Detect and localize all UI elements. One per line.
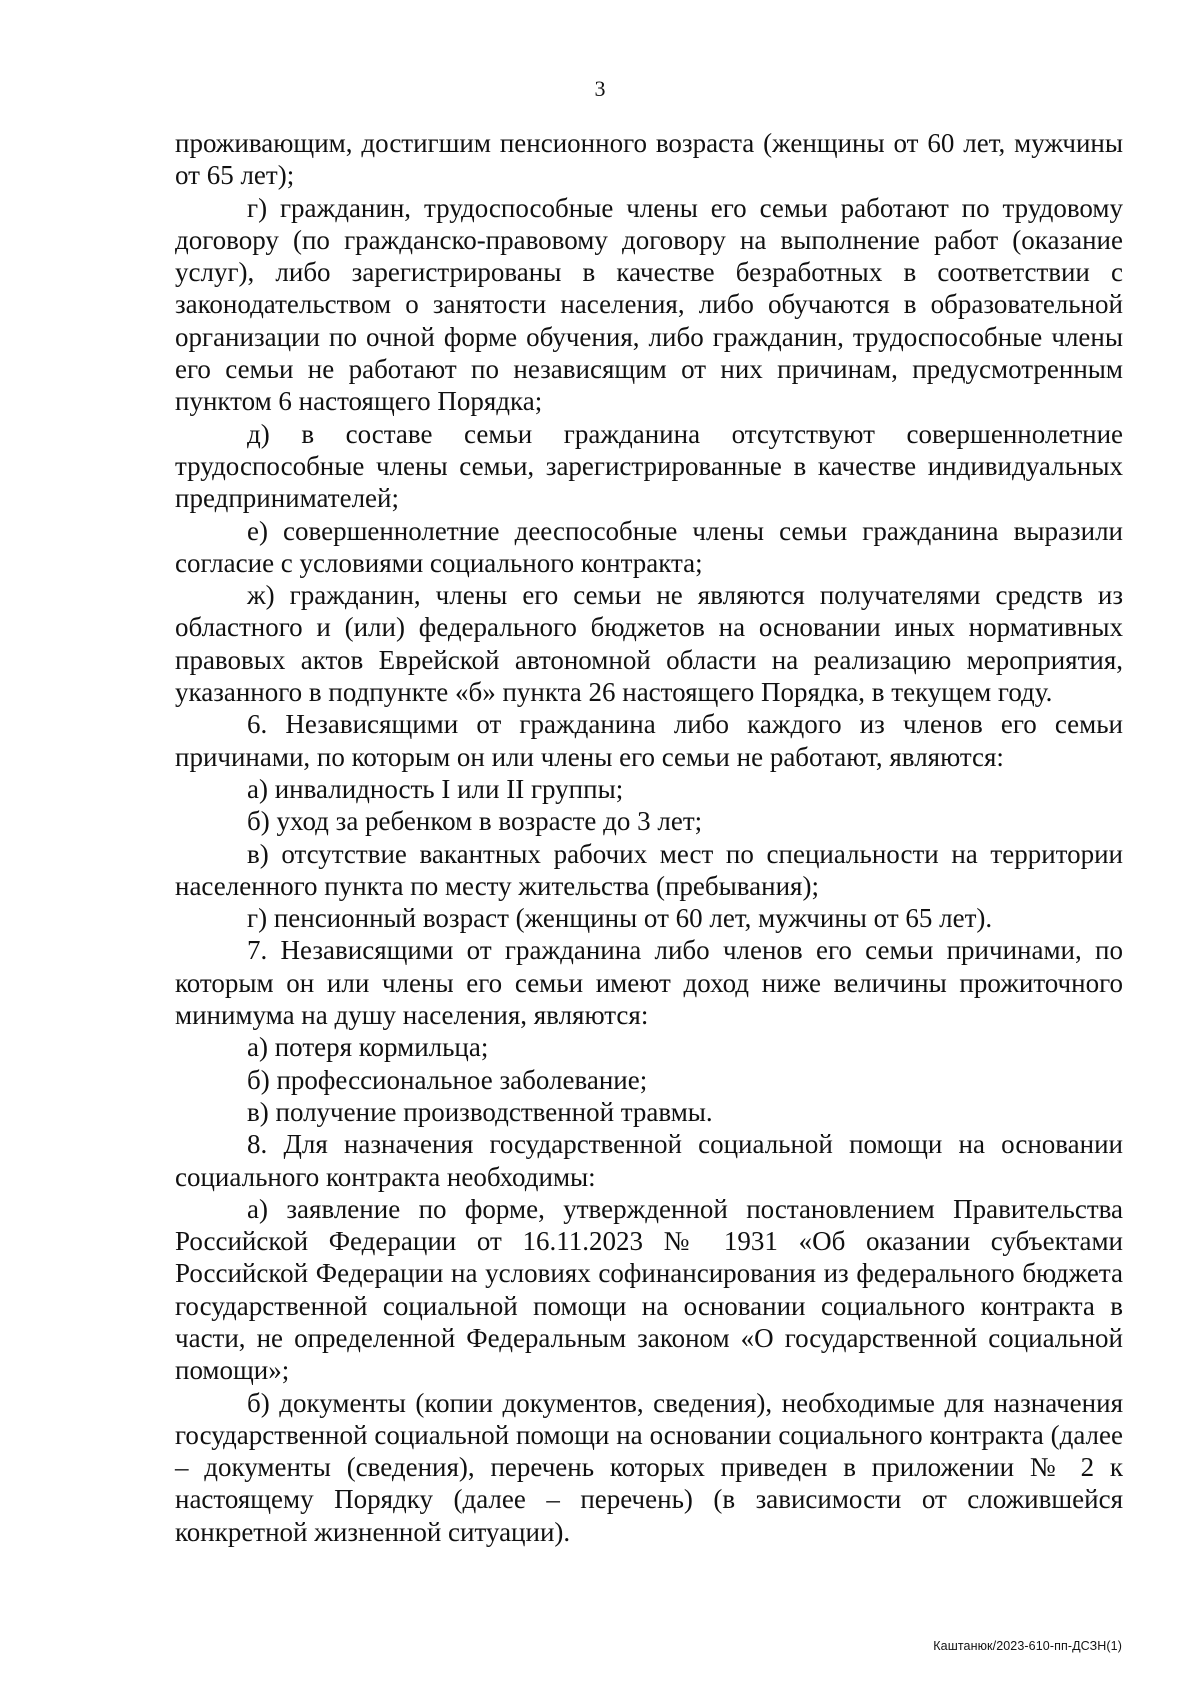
paragraph-clause-7-v: в) получение производственной травмы. — [247, 1096, 713, 1127]
footer-document-reference: Каштанюк/2023-610-пп-ДСЗН(1) — [933, 1639, 1122, 1653]
paragraph-clause-6-b: б) уход за ребенком в возрасте до 3 лет; — [247, 806, 703, 837]
paragraph-clause-8-a: а) заявление по форме, утвержденной постановлением Правительства Российской Федерации от 16.11.2023 № 1931 «Об оказании субъектами Российской Федерации на условиях софинансирования из федерального бюджета государственной социальной помощи на основании социального контракта в части, не определенной Федеральным законом «О государственной социальной помощи»; — [175, 1193, 1123, 1386]
document-body — [175, 127, 1123, 1548]
paragraph-clause-6: 6. Независящими от гражданина либо каждого из членов его семьи причинами, по которым он или члены его семьи не работают, являются: — [175, 709, 1123, 772]
paragraph-clause-6-a: а) инвалидность I или II группы; — [247, 773, 624, 804]
paragraph-clause-7-a: а) потеря кормильца; — [247, 1032, 489, 1063]
paragraph-item-g: г) гражданин, трудоспособные члены его семьи работают по трудовому договору (по гражданско-правовому договору на выполнение работ (оказание услуг), либо зарегистрированы в качестве безработных в соответствии с законодательством о занятости населения, либо обучаются в образовательной организации по очной форме обучения, либо гражданин, трудоспособные члены его семьи не работают по независящим от них причинам, предусмотренным пунктом 6 настоящего Порядка; — [175, 192, 1123, 417]
paragraph-clause-6-g: г) пенсионный возраст (женщины от 60 лет, мужчины от 65 лет). — [247, 903, 993, 934]
paragraph-clause-7-b: б) профессиональное заболевание; — [247, 1064, 648, 1095]
page-number: 3 — [594, 76, 606, 101]
paragraph-clause-8-b: б) документы (копии документов, сведения), необходимые для назначения государственной социальной помощи на основании социального контракта (далее – документы (сведения), перечень которых приведен в приложении № 2 к настоящему Порядку (далее – перечень) (в зависимости от сложившейся конкретной жизненной ситуации). — [175, 1387, 1123, 1547]
paragraph-item-d: д) в составе семьи гражданина отсутствуют совершеннолетние трудоспособные члены семьи, зарегистрированные в качестве индивидуальных предпринимателей; — [175, 418, 1123, 514]
paragraph-clause-7: 7. Независящими от гражданина либо членов его семьи причинами, по которым он или члены его семьи имеют доход ниже величины прожиточного минимума на душу населения, являются: — [175, 935, 1123, 1031]
paragraph-continuation: проживающим, достигшим пенсионного возраста (женщины от 60 лет, мужчины от 65 лет); — [175, 128, 1123, 191]
paragraph-clause-6-v: в) отсутствие вакантных рабочих мест по специальности на территории населенного пункта по месту жительства (пребывания); — [175, 838, 1123, 901]
paragraph-clause-8: 8. Для назначения государственной социальной помощи на основании социального контракта необходимы: — [175, 1129, 1123, 1192]
paragraph-item-zh: ж) гражданин, члены его семьи не являются получателями средств из областного и (или) федерального бюджетов на основании иных нормативных правовых актов Еврейской автономной области на реализацию мероприятия, указанного в подпункте «б» пункта 26 настоящего Порядка, в текущем году. — [175, 580, 1123, 708]
paragraph-item-e: е) совершеннолетние дееспособные члены семьи гражданина выразили согласие с условиями социального контракта; — [175, 515, 1123, 578]
